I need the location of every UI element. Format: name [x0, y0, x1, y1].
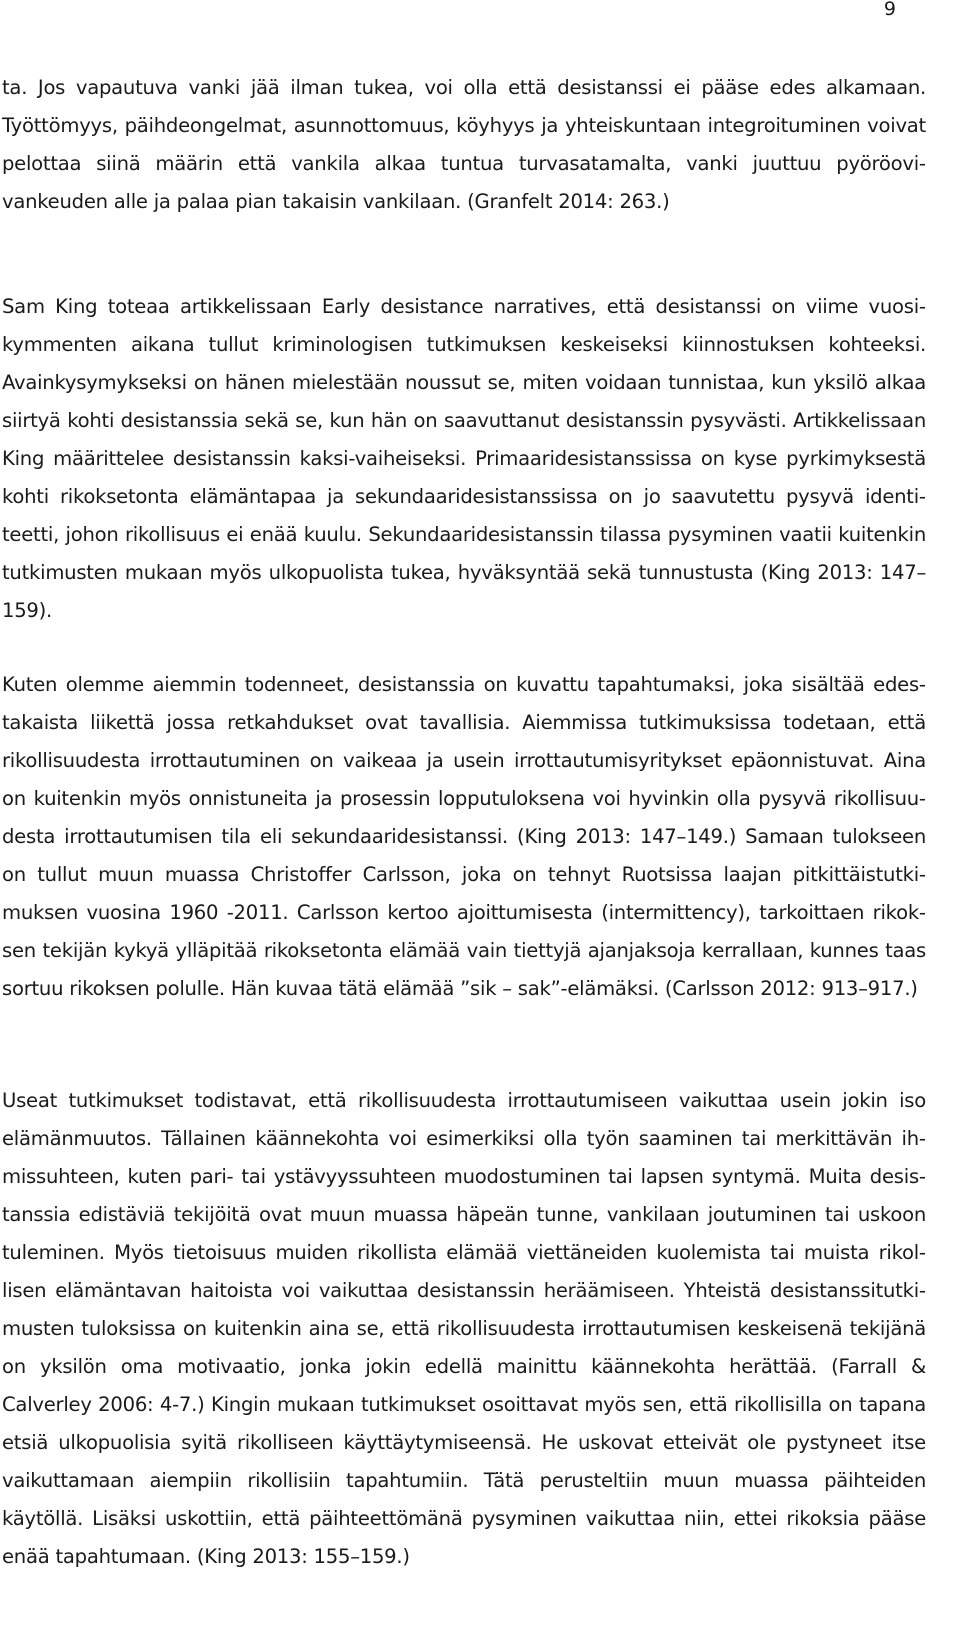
paragraph-text: Sam King toteaa artikkelissaan Early desistance narratives, että desistanssi on viime vuosikymmenten aikana tullut kriminologisen tutkimuksen keskeiseksi kiinnostuksen kohteeksi. Avainkysymykseksi on hänen mielestään noussut se, miten voidaan tunnistaa, kun yksilö alkaa siirtyä kohti desistanssia sekä se, kun hän on saavuttanut desistanssin pysyvästi. Artikkelissaan King määrittelee desistanssin kaksi-vaiheiseksi. Primaaridesistanssissa on kyse pyrkimyksestä kohti rikoksetonta elämäntapaa ja sekundaaridesistanssissa on jo saavutettu pysyvä identiteetti, johon rikollisuus ei enää kuulu. Sekundaaridesistanssin tilassa pysyminen vaatii kuitenkin tutkimusten mukaan myös ulkopuolista tukea, hyväksyntää sekä tunnustusta (King 2013: 147–159).	[2, 295, 926, 622]
paragraph-2	[2, 288, 926, 630]
paragraph-text: Kuten olemme aiemmin todenneet, desistanssia on kuvattu tapahtumaksi, joka sisältää edestakaista liikettä jossa retkahdukset ovat tavallisia. Aiemmissa tutkimuksissa todetaan, että rikollisuudesta irrottautuminen on vaikeaa ja usein irrottautumisyritykset epäonnistuvat. Aina on kuitenkin myös onnistuneita ja prosessin lopputuloksena voi hyvinkin olla pysyvä rikollisuudesta irrottautumisen tila eli sekundaaridesistanssi. (King 2013: 147–149.) Samaan tulokseen on tullut muun muassa Christoffer Carlsson, joka on tehnyt Ruotsissa laajan pitkittäistutkimuksen vuosina 1960 -2011. Carlsson kertoo ajoittumisesta (intermittency), tarkoittaen rikoksen tekijän kykyä ylläpitää rikoksetonta elämää vain tiettyjä ajanjaksoja kerrallaan, kunnes taas sortuu rikoksen polulle. Hän kuvaa tätä elämää ”sik – sak”-elämäksi. (Carlsson 2012: 913–917.)	[2, 673, 926, 1000]
paragraph-4	[2, 1082, 926, 1576]
paragraph-3	[2, 666, 926, 1008]
paragraph-text: Useat tutkimukset todistavat, että rikollisuudesta irrottautumiseen vaikuttaa usein jokin iso elämänmuutos. Tällainen käännekohta voi esimerkiksi olla työn saaminen tai merkittävän ihmissuhteen, kuten pari- tai ystävyyssuhteen muodostuminen tai lapsen syntymä. Muita desistanssia edistäviä tekijöitä ovat muun muassa häpeän tunne, vankilaan joutuminen tai uskoon tuleminen. Myös tietoisuus muiden rikollista elämää viettäneiden kuolemista tai muista rikollisen elämäntavan haitoista voi vaikuttaa desistanssin heräämiseen. Yhteistä desistanssitutkimusten tuloksissa on kuitenkin aina se, että rikollisuudesta irrottautumisen keskeisenä tekijänä on yksilön oma motivaatio, jonka jokin edellä mainittu käännekohta herättää. (Farrall & Calverley 2006: 4-7.) Kingin mukaan tutkimukset osoittavat myös sen, että rikollisilla on tapana etsiä ulkopuolisia syitä rikolliseen käyttäytymiseensä. He uskovat etteivät ole pystyneet itse vaikuttamaan aiempiin rikollisiin tapahtumiin. Tätä perusteltiin muun muassa päihteiden käytöllä. Lisäksi uskottiin, että päihteettömänä pysyminen vaikuttaa niin, ettei rikoksia pääse enää tapahtumaan. (King 2013: 155–159.)	[2, 1089, 926, 1568]
paragraph-text: ta. Jos vapautuva vanki jää ilman tukea, voi olla että desistanssi ei pääse edes alkamaan. Työttömyys, päihdeongelmat, asunnottomuus, köyhyys ja yhteiskuntaan integroituminen voivat pelottaa siinä määrin että vankila alkaa tuntua turvasatamalta, vanki juuttuu pyöröovivankeuden alle ja palaa pian takaisin vankilaan. (Granfelt 2014: 263.)	[2, 76, 926, 213]
page-number: 9	[883, 0, 896, 20]
paragraph-1	[2, 69, 926, 221]
